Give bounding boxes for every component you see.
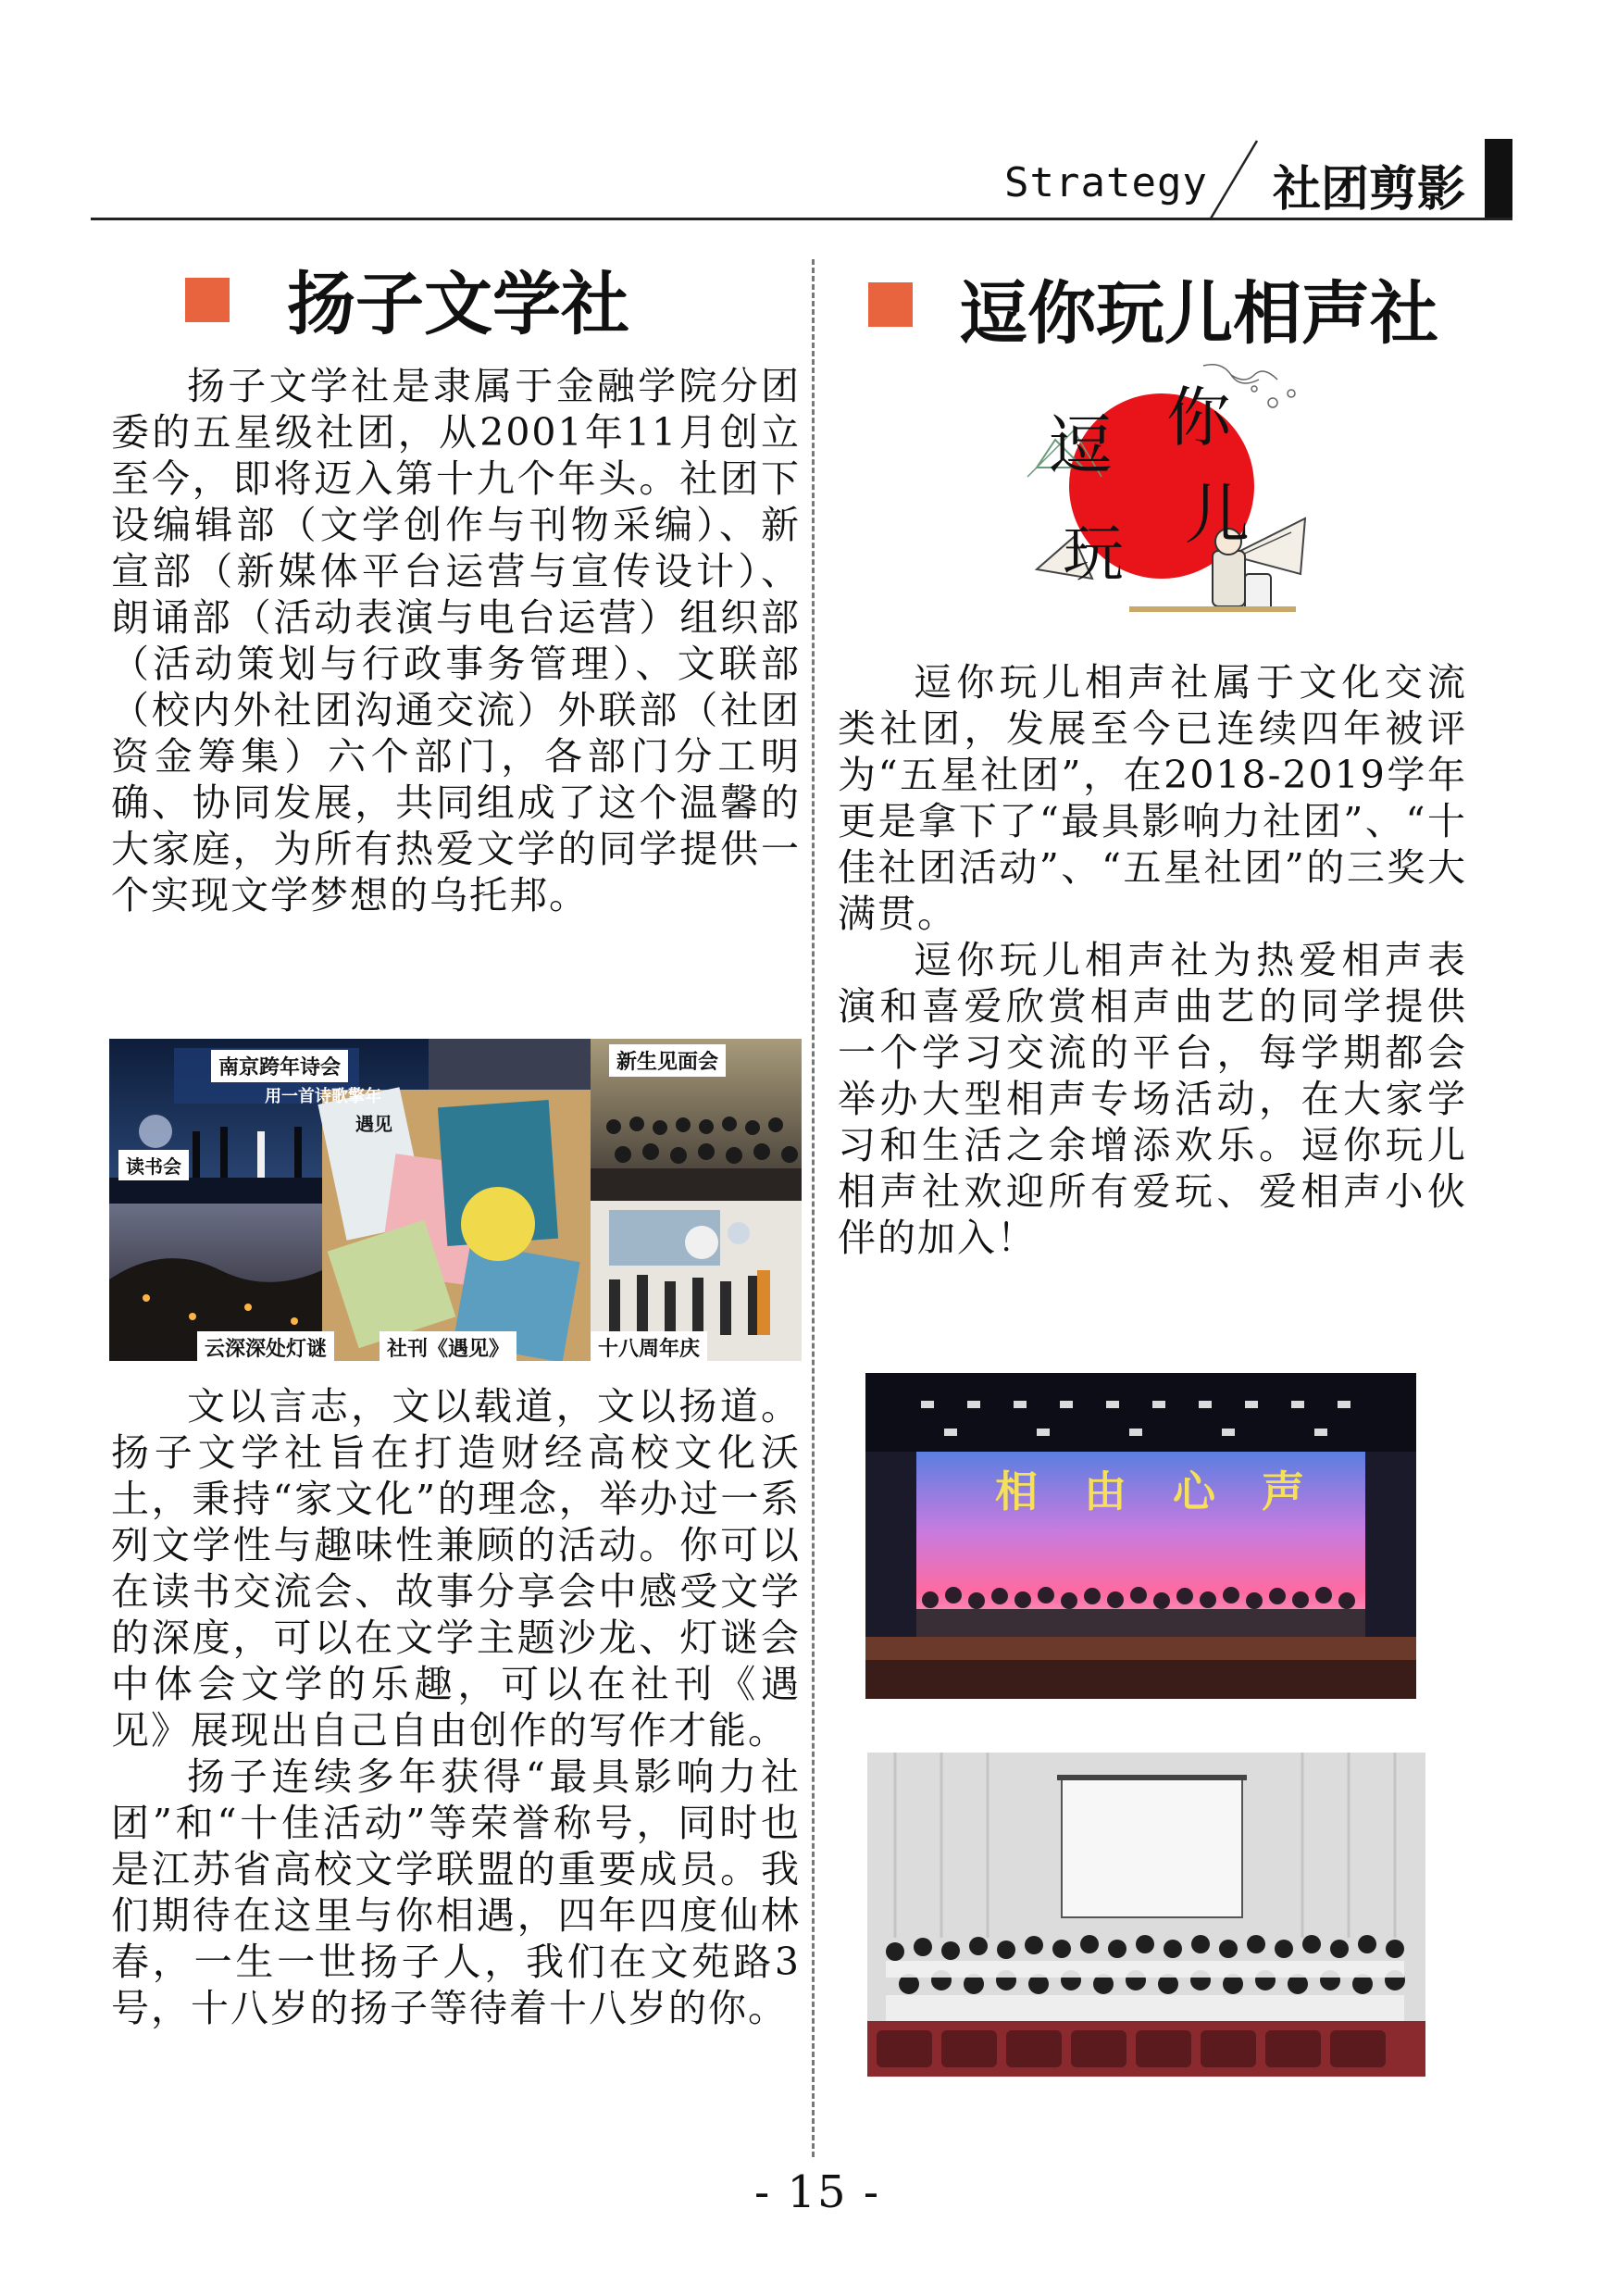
header-rule [91,218,1512,220]
collage-graphic [109,1039,802,1361]
right-title: 逗你玩儿相声社 [959,274,1438,354]
right-p2: 逗你玩儿相声社为热爱相声表演和喜爱欣赏相声曲艺的同学提供一个学习交流的平台，每学期都会举办大型相声专场活动，在大家学习和生活之余增添欢乐。逗你玩儿相声社欢迎所有爱玩、爱相声小伙伴的加入！ [838,938,1467,1260]
collage-label-poetry-sub: 用一首诗歌擎年 [265,1087,381,1106]
header-slash [1203,139,1259,222]
left-p1: 扬子文学社是隶属于金融学院分团委的五星级社团，从2001年11月创立至今，即将迈入第十九个年头。社团下设编辑部（文学创作与刊物采编）、新宣部（新媒体平台运营与宣传设计）、朗诵部（活动表演与电台运营）组织部（活动策划与行政事务管理）、文联部（校内外社团沟通交流）外联部（社团资金筹集）六个部门，各部门分工明确、协同发展，共同组成了这个温馨的大家庭，为所有热爱文学的同学提供一个实现文学梦想的乌托邦。 [111,364,801,917]
stage-photo-graphic [865,1373,1416,1699]
left-para-2 [111,1383,801,2031]
stage-banner: 相由心声 [995,1466,1350,1516]
logo-char-2: 你 [1166,380,1231,455]
collage-label-anniversary: 十八周年庆 [591,1331,707,1361]
group-photo-graphic [867,1753,1425,2077]
logo-char-4: 儿 [1185,477,1250,553]
column-divider [812,259,815,2157]
left-p2: 文以言志，文以载道，文以扬道。扬子文学社旨在打造财经高校文化沃土，秉持“家文化”的理念，举办过一系列文学性与趣味性兼顾的活动。你可以在读书交流会、故事分享会中感受文学的深度，可以在文学主题沙龙、灯谜会中体会文学的乐趣，可以在社刊《遇见》展现出自己自由创作的写作才能。 [111,1384,801,1753]
collage-label-freshmen: 新生见面会 [609,1044,726,1077]
right-para-1 [838,659,1467,1261]
left-p3: 扬子连续多年获得“最具影响力社团”和“十佳活动”等荣誉称号，同时也是江苏省高校文学联盟的重要成员。我们期待在这里与你相遇，四年四度仙林春，一生一世扬子人，我们在文苑路3号，十八岁的扬子等待着十八岁的你。 [111,1754,801,2030]
collage-label-poetry: 南京跨年诗会 [211,1050,348,1082]
collage-booklet-text: 遇见 [355,1113,392,1135]
collage-label-riddles: 云深深处灯谜 [197,1331,334,1361]
right-p1: 逗你玩儿相声社属于文化交流类社团，发展至今已连续四年被评为“五星社团”，在2018-2019学年更是拿下了“最具影响力社团”、“十佳社团活动”、“五星社团”的三奖大满贯。 [838,660,1467,936]
group-photo [867,1753,1425,2077]
page-number: - 15 - [754,2166,881,2218]
logo-char-3: 玩 [1063,518,1124,590]
title-square-right [868,282,913,327]
header-strategy: Strategy [1004,159,1208,206]
collage-label-reading: 读书会 [118,1150,189,1180]
title-square-left [185,278,230,322]
left-para-1 [111,363,801,918]
yangzi-collage [109,1039,802,1361]
stage-photo [865,1373,1416,1699]
crosstalk-logo [1018,356,1324,625]
logo-char-1: 逗 [1048,407,1113,483]
left-title: 扬子文学社 [287,265,629,344]
collage-label-magazine: 社刊《遇见》 [380,1331,517,1361]
header-section: 社团剪影 [1273,162,1466,218]
header-bar [1485,139,1512,220]
